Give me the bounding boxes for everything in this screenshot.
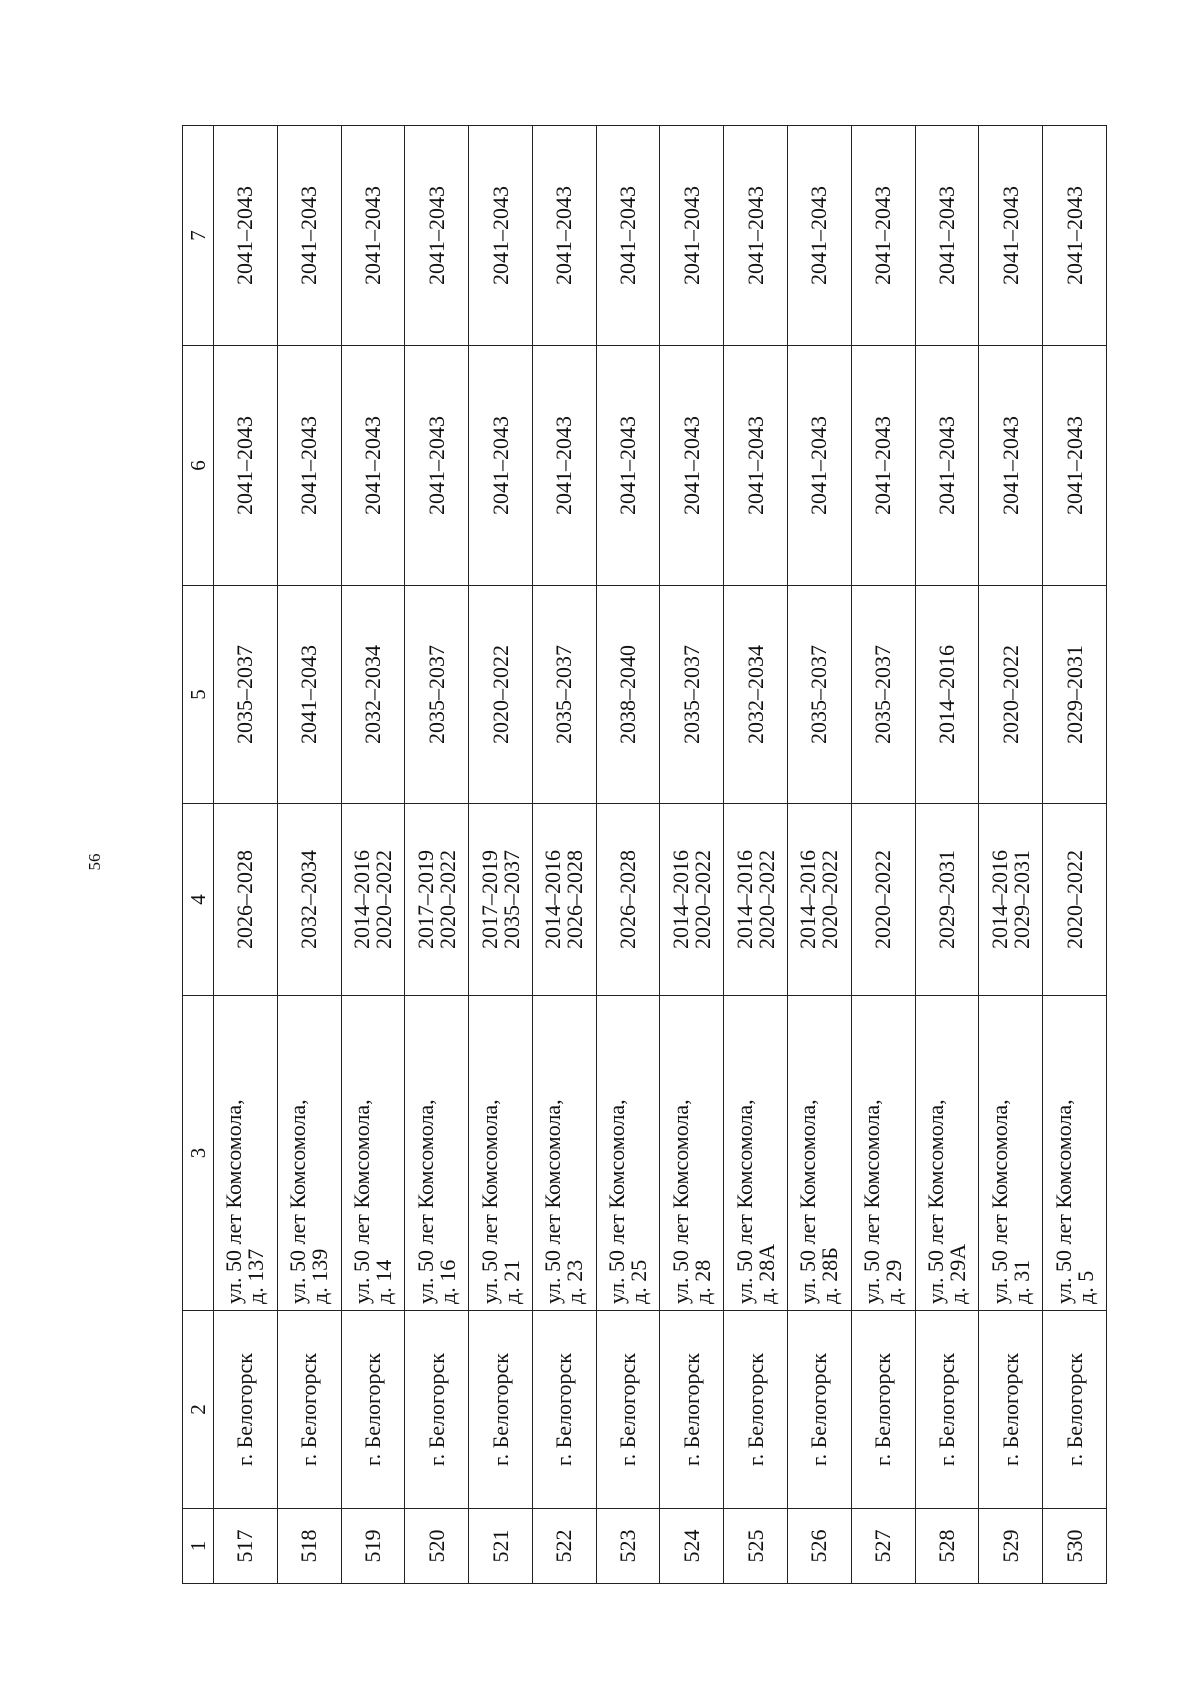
period-col6-cell: 2041–2043 bbox=[277, 346, 341, 586]
address-cell bbox=[277, 996, 341, 1311]
address-cell-line: д. 23 bbox=[562, 1259, 588, 1304]
period-col4-cell-line: 2026–2028 bbox=[615, 850, 641, 949]
row-number: 530 bbox=[1043, 1509, 1107, 1584]
period-col6-cell: 2041–2043 bbox=[979, 346, 1043, 586]
address-cell-line: ул. 50 лет Комсомола, bbox=[922, 1099, 948, 1304]
period-col6-cell: 2041–2043 bbox=[851, 346, 915, 586]
period-col4-cell-line: 2020–2022 bbox=[434, 850, 460, 949]
address-cell-line: ул. 50 лет Комсомола, bbox=[859, 1099, 885, 1304]
table-row bbox=[851, 126, 915, 1584]
period-col4-cell-line: 2014–2016 bbox=[986, 850, 1012, 949]
period-col6-cell: 2041–2043 bbox=[660, 346, 724, 586]
address-cell-line: ул. 50 лет Комсомола, bbox=[348, 1099, 374, 1304]
address-cell-line: ул. 50 лет Комсомола, bbox=[412, 1099, 438, 1304]
period-col4-cell-line: 2014–2016 bbox=[348, 850, 374, 949]
city-cell: г. Белогорск bbox=[596, 1311, 660, 1509]
city-cell: г. Белогорск bbox=[214, 1311, 278, 1509]
period-col4-cell-line: 2029–2031 bbox=[933, 850, 959, 949]
period-col5-cell: 2020–2022 bbox=[469, 586, 533, 804]
schedule-table bbox=[182, 125, 1107, 1584]
address-cell bbox=[851, 996, 915, 1311]
period-col4-cell bbox=[660, 804, 724, 996]
row-number: 522 bbox=[532, 1509, 596, 1584]
period-col4-cell-line: 2020–2022 bbox=[1061, 850, 1087, 949]
address-cell bbox=[915, 996, 979, 1311]
period-col4-cell bbox=[851, 804, 915, 996]
period-col4-cell-line: 2029–2031 bbox=[1008, 850, 1034, 949]
address-cell bbox=[660, 996, 724, 1311]
period-col7-cell: 2041–2043 bbox=[660, 126, 724, 346]
period-col4-cell-line: 2035–2037 bbox=[498, 850, 524, 949]
period-col5-cell: 2035–2037 bbox=[660, 586, 724, 804]
column-header-3: 3 bbox=[183, 996, 214, 1311]
period-col4-cell-line: 2032–2034 bbox=[296, 850, 322, 949]
period-col7-cell: 2041–2043 bbox=[1043, 126, 1107, 346]
column-header-1: 1 bbox=[183, 1509, 214, 1584]
period-col6-cell: 2041–2043 bbox=[214, 346, 278, 586]
address-cell-line: ул. 50 лет Комсомола, bbox=[540, 1099, 566, 1304]
period-col4-cell bbox=[1043, 804, 1107, 996]
period-col4-cell-line: 2026–2028 bbox=[562, 850, 588, 949]
row-number: 526 bbox=[788, 1509, 852, 1584]
period-col5-cell: 2020–2022 bbox=[979, 586, 1043, 804]
period-col4-cell bbox=[405, 804, 469, 996]
period-col4-cell bbox=[788, 804, 852, 996]
city-cell: г. Белогорск bbox=[788, 1311, 852, 1509]
period-col5-cell: 2029–2031 bbox=[1043, 586, 1107, 804]
period-col4-cell-line: 2020–2022 bbox=[753, 850, 779, 949]
period-col4-cell-line: 2014–2016 bbox=[795, 850, 821, 949]
column-header-5: 5 bbox=[183, 586, 214, 804]
period-col5-cell: 2041–2043 bbox=[277, 586, 341, 804]
period-col4-cell bbox=[341, 804, 405, 996]
period-col7-cell: 2041–2043 bbox=[915, 126, 979, 346]
period-col5-cell: 2032–2034 bbox=[341, 586, 405, 804]
address-cell-line: д. 28А bbox=[753, 1243, 779, 1304]
row-number: 518 bbox=[277, 1509, 341, 1584]
period-col5-cell: 2038–2040 bbox=[596, 586, 660, 804]
period-col4-cell-line: 2017–2019 bbox=[412, 850, 438, 949]
period-col4-cell bbox=[724, 804, 788, 996]
address-cell-line: д. 31 bbox=[1008, 1259, 1034, 1304]
address-cell bbox=[596, 996, 660, 1311]
period-col7-cell: 2041–2043 bbox=[341, 126, 405, 346]
address-cell bbox=[469, 996, 533, 1311]
period-col5-cell: 2032–2034 bbox=[724, 586, 788, 804]
city-cell: г. Белогорск bbox=[724, 1311, 788, 1509]
table-body bbox=[214, 126, 1107, 1584]
address-cell-line: ул. 50 лет Комсомола, bbox=[731, 1099, 757, 1304]
row-number: 529 bbox=[979, 1509, 1043, 1584]
table-row bbox=[469, 126, 533, 1584]
period-col5-cell: 2014–2016 bbox=[915, 586, 979, 804]
address-cell-line: ул. 50 лет Комсомола, bbox=[1050, 1099, 1076, 1304]
address-cell-line: д. 137 bbox=[243, 1248, 269, 1304]
period-col6-cell: 2041–2043 bbox=[724, 346, 788, 586]
period-col4-cell-line: 2020–2022 bbox=[870, 850, 896, 949]
row-number: 520 bbox=[405, 1509, 469, 1584]
column-header-7: 7 bbox=[183, 126, 214, 346]
address-cell-line: д. 14 bbox=[370, 1259, 396, 1304]
period-col4-cell-line: 2020–2022 bbox=[817, 850, 843, 949]
row-number: 517 bbox=[214, 1509, 278, 1584]
row-number: 523 bbox=[596, 1509, 660, 1584]
address-cell-line: ул. 50 лет Комсомола, bbox=[221, 1099, 247, 1304]
address-cell-line: д. 25 bbox=[626, 1259, 652, 1304]
column-header-6: 6 bbox=[183, 346, 214, 586]
period-col4-cell-line: 2020–2022 bbox=[370, 850, 396, 949]
period-col7-cell: 2041–2043 bbox=[979, 126, 1043, 346]
address-cell bbox=[1043, 996, 1107, 1311]
period-col6-cell: 2041–2043 bbox=[532, 346, 596, 586]
period-col7-cell: 2041–2043 bbox=[214, 126, 278, 346]
address-cell-line: ул. 50 лет Комсомола, bbox=[795, 1099, 821, 1304]
address-cell-line: д. 5 bbox=[1072, 1270, 1098, 1304]
address-cell-line: д. 139 bbox=[307, 1248, 333, 1304]
address-cell-line: ул. 50 лет Комсомола, bbox=[667, 1099, 693, 1304]
table-row bbox=[341, 126, 405, 1584]
column-header-2: 2 bbox=[183, 1311, 214, 1509]
address-cell-line: ул. 50 лет Комсомола, bbox=[285, 1099, 311, 1304]
period-col5-cell: 2035–2037 bbox=[405, 586, 469, 804]
table-row bbox=[660, 126, 724, 1584]
table-row bbox=[277, 126, 341, 1584]
period-col6-cell: 2041–2043 bbox=[1043, 346, 1107, 586]
period-col7-cell: 2041–2043 bbox=[724, 126, 788, 346]
city-cell: г. Белогорск bbox=[979, 1311, 1043, 1509]
period-col4-cell bbox=[469, 804, 533, 996]
address-cell bbox=[532, 996, 596, 1311]
period-col4-cell bbox=[915, 804, 979, 996]
city-cell: г. Белогорск bbox=[915, 1311, 979, 1509]
row-number: 527 bbox=[851, 1509, 915, 1584]
page-number: 56 bbox=[85, 853, 104, 871]
city-cell: г. Белогорск bbox=[851, 1311, 915, 1509]
table-row bbox=[405, 126, 469, 1584]
city-cell: г. Белогорск bbox=[277, 1311, 341, 1509]
city-cell: г. Белогорск bbox=[660, 1311, 724, 1509]
period-col5-cell: 2035–2037 bbox=[214, 586, 278, 804]
address-cell bbox=[214, 996, 278, 1311]
city-cell: г. Белогорск bbox=[341, 1311, 405, 1509]
period-col6-cell: 2041–2043 bbox=[469, 346, 533, 586]
period-col7-cell: 2041–2043 bbox=[596, 126, 660, 346]
period-col6-cell: 2041–2043 bbox=[405, 346, 469, 586]
address-cell-line: д. 28 bbox=[689, 1259, 715, 1304]
city-cell: г. Белогорск bbox=[405, 1311, 469, 1509]
row-number: 525 bbox=[724, 1509, 788, 1584]
period-col4-cell bbox=[277, 804, 341, 996]
address-cell bbox=[724, 996, 788, 1311]
period-col7-cell: 2041–2043 bbox=[405, 126, 469, 346]
row-number: 521 bbox=[469, 1509, 533, 1584]
address-cell-line: д. 28Б bbox=[817, 1247, 843, 1304]
period-col5-cell: 2035–2037 bbox=[532, 586, 596, 804]
period-col4-cell-line: 2020–2022 bbox=[689, 850, 715, 949]
address-cell bbox=[341, 996, 405, 1311]
column-header-4: 4 bbox=[183, 804, 214, 996]
header-row bbox=[183, 126, 214, 1584]
address-cell-line: ул. 50 лет Комсомола, bbox=[604, 1099, 630, 1304]
address-cell-line: д. 16 bbox=[434, 1259, 460, 1304]
period-col4-cell-line: 2014–2016 bbox=[540, 850, 566, 949]
row-number: 528 bbox=[915, 1509, 979, 1584]
period-col5-cell: 2035–2037 bbox=[788, 586, 852, 804]
table-row bbox=[1043, 126, 1107, 1584]
address-cell-line: д. 21 bbox=[498, 1259, 524, 1304]
period-col7-cell: 2041–2043 bbox=[469, 126, 533, 346]
period-col7-cell: 2041–2043 bbox=[851, 126, 915, 346]
address-cell-line: ул. 50 лет Комсомола, bbox=[476, 1099, 502, 1304]
table-container bbox=[182, 126, 1107, 1584]
city-cell: г. Белогорск bbox=[469, 1311, 533, 1509]
address-cell bbox=[788, 996, 852, 1311]
period-col7-cell: 2041–2043 bbox=[532, 126, 596, 346]
city-cell: г. Белогорск bbox=[1043, 1311, 1107, 1509]
period-col4-cell bbox=[214, 804, 278, 996]
period-col5-cell: 2035–2037 bbox=[851, 586, 915, 804]
period-col6-cell: 2041–2043 bbox=[341, 346, 405, 586]
city-cell: г. Белогорск bbox=[532, 1311, 596, 1509]
period-col4-cell-line: 2014–2016 bbox=[731, 850, 757, 949]
table-row bbox=[979, 126, 1043, 1584]
period-col6-cell: 2041–2043 bbox=[596, 346, 660, 586]
period-col4-cell bbox=[532, 804, 596, 996]
period-col6-cell: 2041–2043 bbox=[788, 346, 852, 586]
period-col4-cell-line: 2014–2016 bbox=[667, 850, 693, 949]
address-cell-line: д. 29А bbox=[944, 1243, 970, 1304]
table-row bbox=[596, 126, 660, 1584]
period-col6-cell: 2041–2043 bbox=[915, 346, 979, 586]
address-cell bbox=[979, 996, 1043, 1311]
period-col4-cell bbox=[596, 804, 660, 996]
table-row bbox=[915, 126, 979, 1584]
address-cell bbox=[405, 996, 469, 1311]
period-col7-cell: 2041–2043 bbox=[788, 126, 852, 346]
table-row bbox=[724, 126, 788, 1584]
row-number: 519 bbox=[341, 1509, 405, 1584]
address-cell-line: д. 29 bbox=[881, 1259, 907, 1304]
table-row bbox=[214, 126, 278, 1584]
period-col7-cell: 2041–2043 bbox=[277, 126, 341, 346]
row-number: 524 bbox=[660, 1509, 724, 1584]
address-cell-line: ул. 50 лет Комсомола, bbox=[986, 1099, 1012, 1304]
table-row bbox=[532, 126, 596, 1584]
period-col4-cell-line: 2017–2019 bbox=[476, 850, 502, 949]
period-col4-cell bbox=[979, 804, 1043, 996]
period-col4-cell-line: 2026–2028 bbox=[232, 850, 258, 949]
table-row bbox=[788, 126, 852, 1584]
